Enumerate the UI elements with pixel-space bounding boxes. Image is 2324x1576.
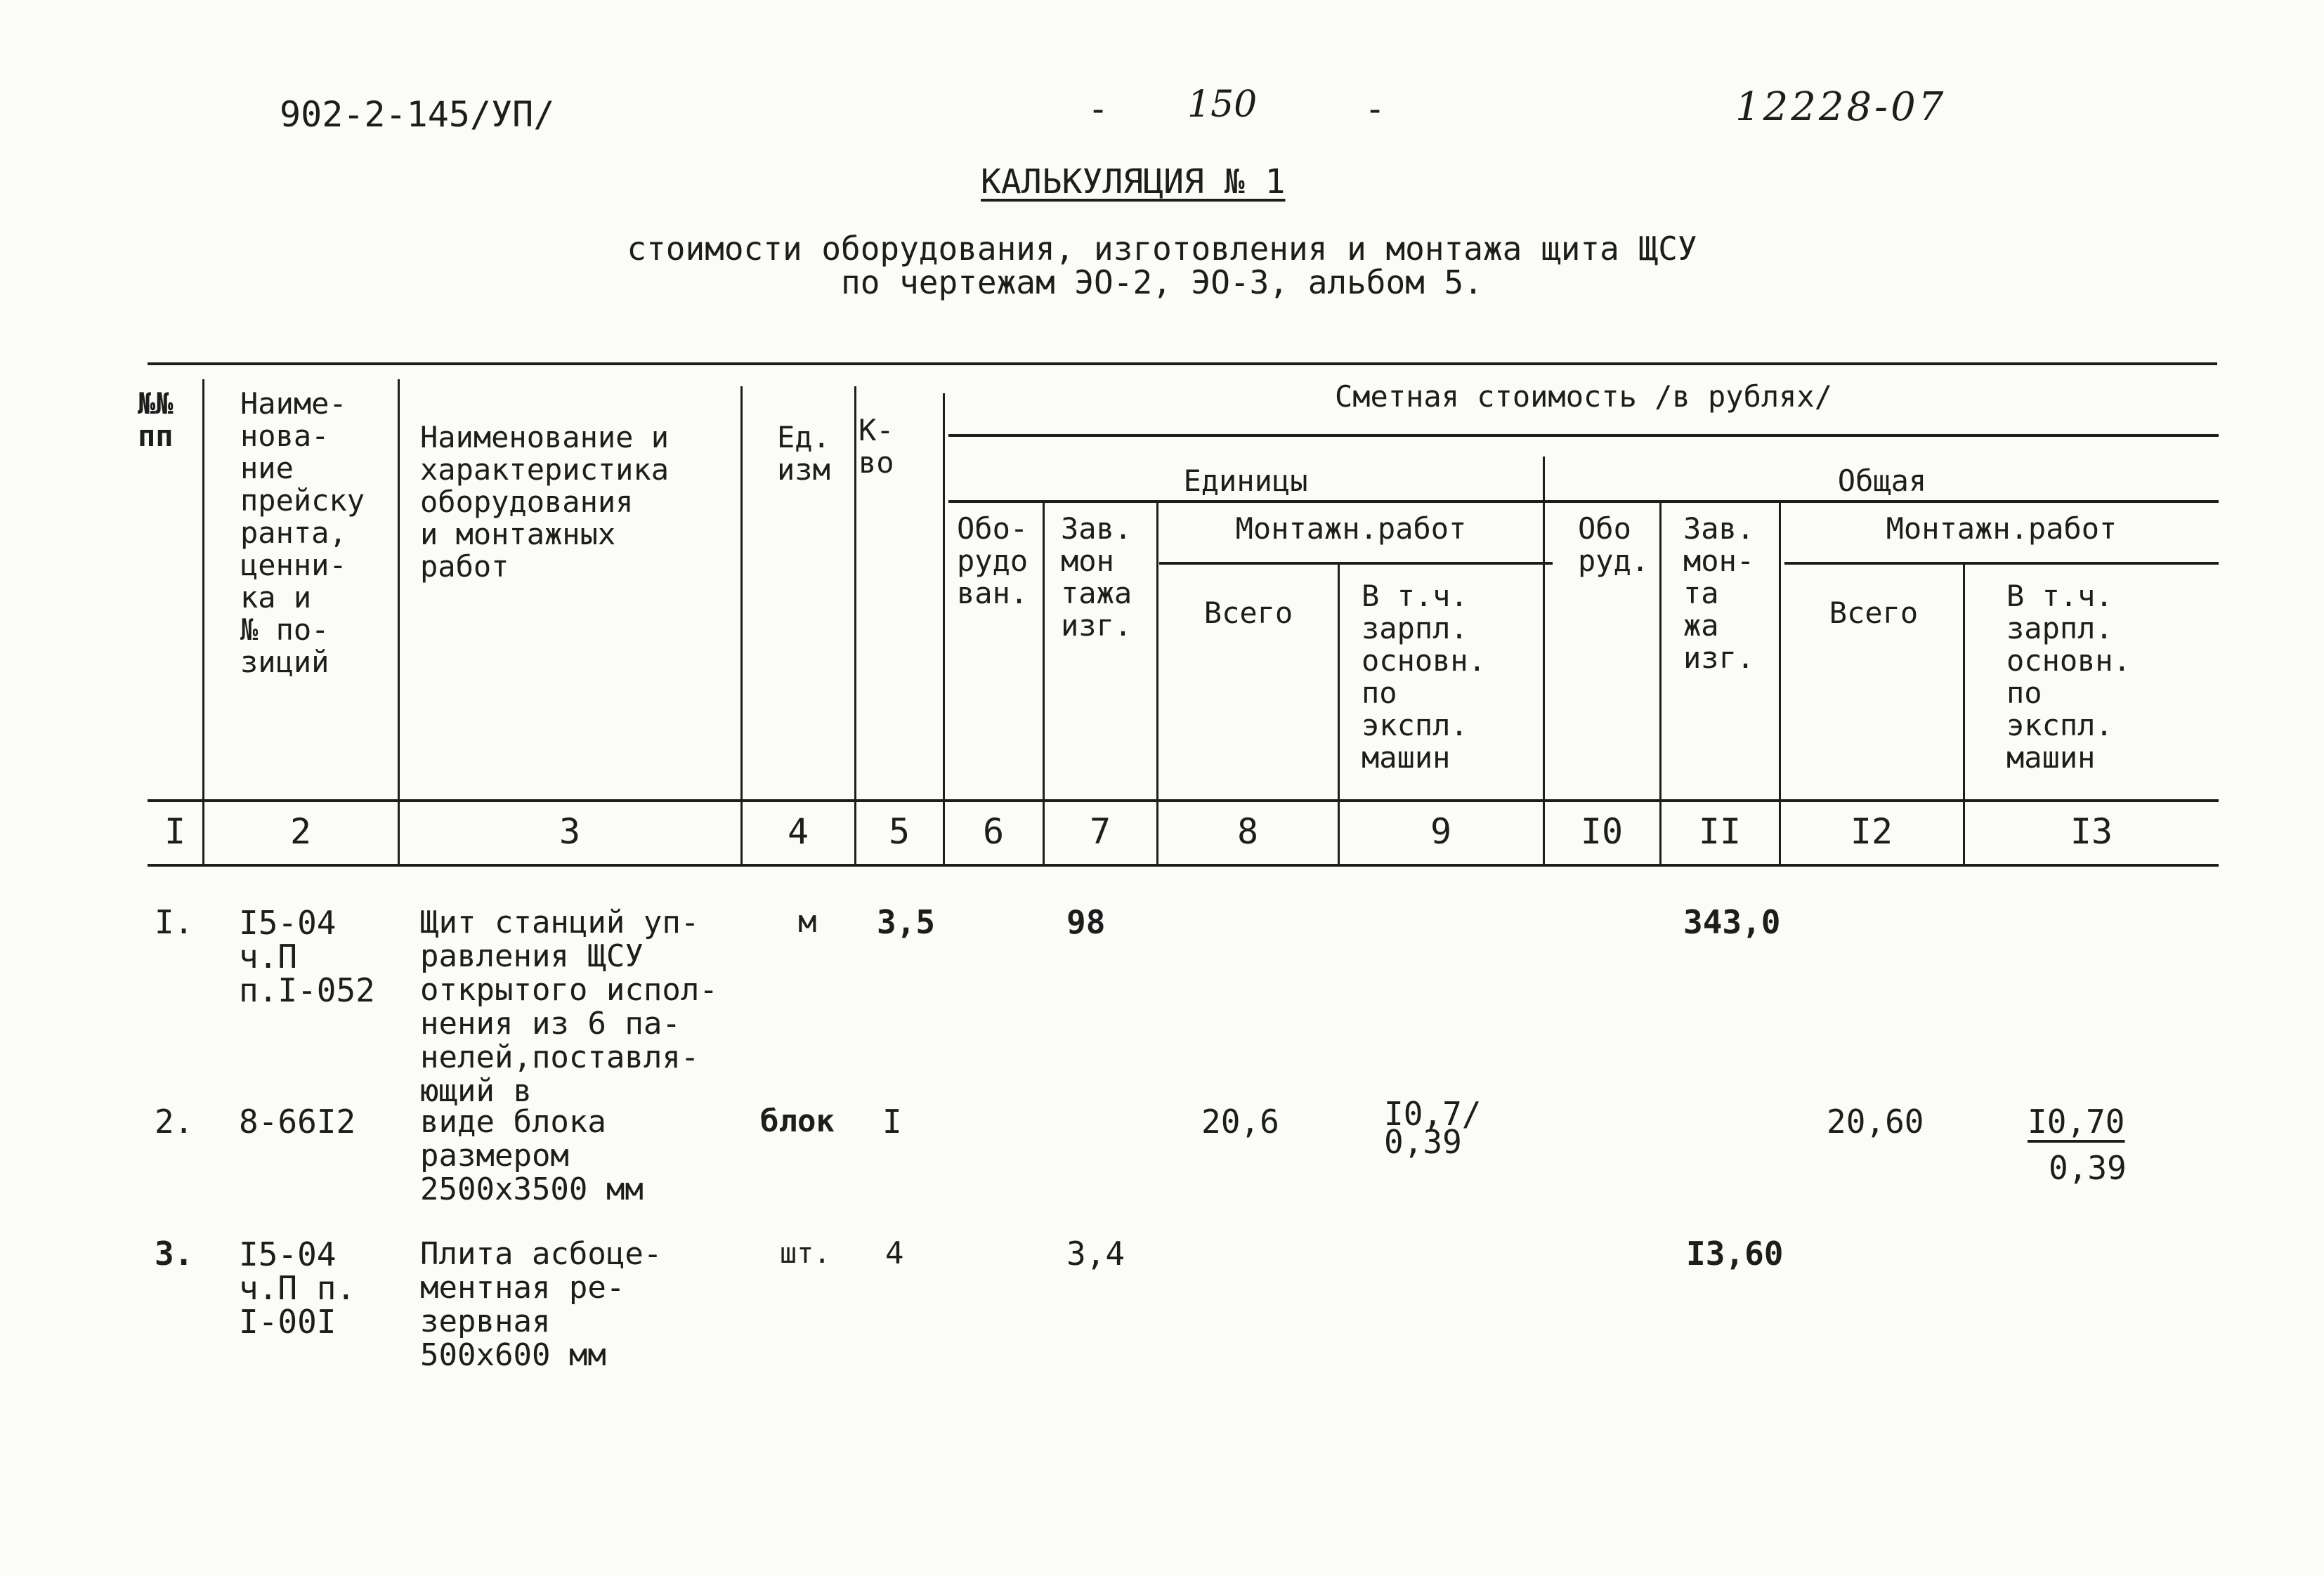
- col-number-5: 5: [888, 811, 910, 852]
- header-total-mount-total: Всего: [1829, 596, 1919, 630]
- col-number-8: 8: [1236, 811, 1259, 852]
- row-2-unit: блок: [760, 1103, 835, 1139]
- dash-left: -: [1088, 88, 1109, 129]
- header-equipment-total: Обо руд.: [1578, 511, 1650, 578]
- row-2-mount-unit-wages: I0,7/ 0,39: [1384, 1095, 1482, 1161]
- header-mounting-unit: Монтажн.работ: [1235, 511, 1467, 546]
- document-subtitle: [0, 232, 2324, 299]
- subtitle-line-1: стоимости оборудования, изготовления и монтажа щита ЩСУ: [627, 230, 1697, 268]
- header-total-cost: Общая: [1837, 464, 1927, 498]
- row-2-number: 2.: [155, 1103, 194, 1141]
- row-1-unit: м: [798, 904, 817, 940]
- row-3-unit: шт.: [780, 1237, 831, 1270]
- header-unit-cost: Единицы: [1183, 464, 1308, 498]
- row-2-quantity: I: [882, 1103, 902, 1141]
- col-number-10: I0: [1580, 811, 1624, 852]
- col-number-13: I3: [2070, 811, 2113, 852]
- row-2-wages-total-main: I0,70: [2028, 1103, 2125, 1141]
- row-1-number: I.: [155, 903, 194, 941]
- row-2-mount-total: 20,60: [1827, 1103, 1924, 1141]
- document-title: КАЛЬКУЛЯЦИЯ № 1: [981, 162, 1286, 202]
- rule-under-subgroup: [948, 500, 2219, 503]
- header-price-list: Наиме- нова- ние прейску ранта, ценни- ка и № по- зиций: [240, 386, 365, 679]
- header-equipment-unit: Обо- рудо ван.: [957, 511, 1029, 610]
- col-sep-6: [1043, 500, 1045, 864]
- header-description: Наименование и характеристика оборудования и монтажных работ: [420, 420, 670, 584]
- col-sep-9: [1543, 457, 1545, 864]
- header-mounting-total: Монтажн.работ: [1886, 511, 2117, 546]
- col-sep-10: [1659, 500, 1662, 864]
- col-number-6: 6: [982, 811, 1005, 852]
- col-number-12: I2: [1850, 811, 1893, 852]
- row-2-mount-unit-total: 20,6: [1201, 1103, 1279, 1141]
- col-number-2: 2: [289, 811, 312, 852]
- row-2-code: 8-66I2: [239, 1103, 356, 1141]
- col-sep-1: [202, 379, 204, 864]
- header-total-mount-unit: Всего: [1203, 596, 1293, 630]
- col-sep-7: [1156, 500, 1158, 864]
- doc-code: 902-2-145/УП/: [280, 94, 555, 135]
- row-3-quantity: 4: [885, 1235, 904, 1271]
- row-2-description: виде блока размером 2500x3500 мм: [420, 1104, 644, 1207]
- rule-under-header: [148, 799, 2219, 802]
- row-3-code: I5-04 ч.П п. I-00I: [239, 1235, 356, 1341]
- header-unit: Ед. изм: [777, 420, 830, 487]
- row-2-wages-total-machines: 0,39: [2049, 1149, 2127, 1187]
- col-number-4: 4: [787, 811, 809, 852]
- rule-under-mont-unit: [1159, 562, 1553, 565]
- rule-under-mont-total: [1784, 562, 2219, 565]
- col-number-3: 3: [559, 811, 581, 852]
- row-3-number: 3.: [155, 1235, 194, 1273]
- col-sep-2: [398, 379, 400, 864]
- col-number-11: II: [1698, 811, 1742, 852]
- col-number-9: 9: [1430, 811, 1452, 852]
- header-factory-unit: Зав. мон тажа изг.: [1061, 511, 1132, 643]
- header-factory-total: Зав. мон- та жа изг.: [1683, 511, 1755, 675]
- row-1-factory-unit-cost: 98: [1066, 903, 1106, 941]
- row-1-factory-total-cost: 343,0: [1683, 903, 1781, 941]
- dash-right: -: [1364, 88, 1386, 129]
- col-sep-5: [943, 393, 945, 864]
- row-1-quantity: 3,5: [877, 903, 936, 941]
- header-wages-total: В т.ч. зарпл. основн. по экспл. машин: [2006, 579, 2132, 775]
- header-wages-unit: В т.ч. зарпл. основн. по экспл. машин: [1362, 579, 1487, 775]
- rule-under-colnums: [148, 864, 2219, 867]
- row-3-factory-total-cost: I3,60: [1686, 1235, 1784, 1273]
- page-number: 150: [1187, 84, 1258, 126]
- col-sep-11: [1779, 500, 1781, 864]
- registration-number: 12228-07: [1735, 84, 1947, 130]
- col-sep-3: [740, 386, 743, 864]
- col-sep-4: [854, 386, 856, 864]
- header-row-number: №№ пп: [138, 386, 174, 453]
- col-number-1: I: [164, 811, 186, 852]
- header-estimated-cost: Сметная стоимость /в рублях/: [1334, 379, 1832, 414]
- col-number-7: 7: [1089, 811, 1111, 852]
- header-quantity: К- во: [859, 413, 894, 480]
- row-3-description: Плита асбоце- ментная ре- зервная 500x600 мм: [420, 1236, 662, 1373]
- row-1-code: I5-04 ч.П п.I-052: [239, 904, 375, 1009]
- rule-under-group: [948, 434, 2219, 437]
- row-1-description: Щит станций уп- равления ЩСУ открытого испол- нения из 6 па- нелей,поставля- ющий в: [420, 905, 718, 1109]
- subtitle-line-2: по чертежам ЭО-2, ЭО-3, альбом 5.: [841, 263, 1483, 301]
- table-top-rule-right: [1880, 362, 2217, 365]
- row-3-factory-unit-cost: 3,4: [1066, 1235, 1125, 1273]
